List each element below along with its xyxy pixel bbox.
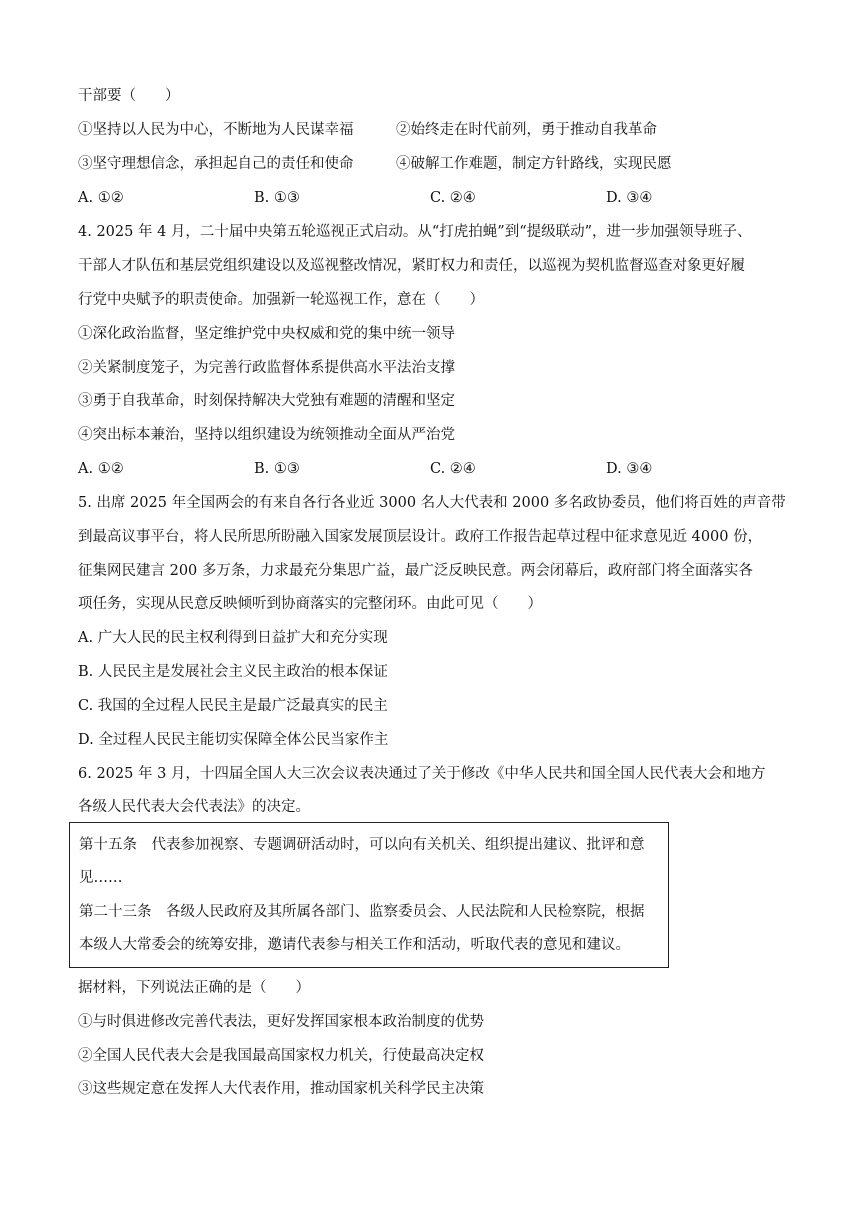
q6-material-box <box>69 822 669 968</box>
q5-option-d: D. 全过程人民民主能切实保障全体公民当家作主 <box>78 732 389 748</box>
q3-item-4: ④破解工作难题，制定方针路线，实现民愿 <box>396 156 672 172</box>
q4-stem-line-2: 干部人才队伍和基层党组织建设以及巡视整改情况，紧盯权力和责任，以巡视为契机监督巡查对象更好履 <box>78 258 745 274</box>
q6-material-line-3: 第二十三条 各级人民政府及其所属各部门、监察委员会、人民法院和人民检察院，根据 <box>79 904 645 920</box>
q5-option-b: B. 人民民主是发展社会主义民主政治的根本保证 <box>78 664 388 680</box>
q4-option-d: D. ③④ <box>606 461 653 477</box>
q6-material-line-1: 第十五条 代表参加视察、专题调研活动时，可以向有关机关、组织提出建议、批评和意 <box>79 837 645 853</box>
q5-stem-line-1: 5. 出席 2025 年全国两会的有来自各行各业近 3000 名人大代表和 2000 多名政协委员，他们将百姓的声音带 <box>78 495 786 511</box>
q5-stem-line-2: 到最高议事平台，将人民所思所盼融入国家发展顶层设计。政府工作报告起草过程中征求意见近 4000 份， <box>78 529 763 545</box>
q6-prompt: 据材料，下列说法正确的是（ ） <box>78 980 310 996</box>
q4-item-4: ④突出标本兼治，坚持以组织建设为统领推动全面从严治党 <box>78 427 455 443</box>
q6-material-line-2: 见…… <box>79 870 123 886</box>
q4-item-1: ①深化政治监督，坚定维护党中央权威和党的集中统一领导 <box>78 326 455 342</box>
q3-option-c: C. ②④ <box>430 190 476 206</box>
q6-stem-line-2: 各级人民代表大会代表法》的决定。 <box>78 799 310 815</box>
q5-option-c: C. 我国的全过程人民民主是最广泛最真实的民主 <box>78 698 388 714</box>
q6-material-line-4: 本级人大常委会的统筹安排，邀请代表参与相关工作和活动，听取代表的意见和建议。 <box>79 937 630 953</box>
q5-stem-line-4: 项任务，实现从民意反映倾听到协商落实的完整闭环。由此可见（ ） <box>78 596 542 612</box>
q4-stem-line-1: 4. 2025 年 4 月，二十届中央第五轮巡视正式启动。从“打虎拍蝇”到“提级联动”，进一步加强领导班子、 <box>78 224 752 240</box>
q3-item-3: ③坚守理想信念，承担起自己的责任和使命 <box>78 156 354 172</box>
q3-stem-tail: 干部要（ ） <box>78 88 180 104</box>
q4-item-3: ③勇于自我革命，时刻保持解决大党独有难题的清醒和坚定 <box>78 393 455 409</box>
q4-item-2: ②关紧制度笼子，为完善行政监督体系提供高水平法治支撑 <box>78 360 455 376</box>
q4-option-a: A. ①② <box>78 461 124 477</box>
q3-item-2: ②始终走在时代前列，勇于推动自我革命 <box>396 122 657 138</box>
q4-option-c: C. ②④ <box>430 461 476 477</box>
q3-option-b: B. ①③ <box>254 190 300 206</box>
q5-stem-line-3: 征集网民建言 200 多万条，力求最充分集思广益，最广泛反映民意。两会闭幕后，政府部门将全面落实各 <box>78 563 753 579</box>
q4-stem-line-3: 行党中央赋予的职责使命。加强新一轮巡视工作，意在（ ） <box>78 292 484 308</box>
q6-stem-line-1: 6. 2025 年 3 月，十四届全国人大三次会议表决通过了关于修改《中华人民共和国全国人民代表大会和地方 <box>78 766 766 782</box>
q6-item-3: ③这些规定意在发挥人大代表作用，推动国家机关科学民主决策 <box>78 1081 484 1097</box>
q4-option-b: B. ①③ <box>254 461 300 477</box>
q3-option-d: D. ③④ <box>606 190 653 206</box>
q5-option-a: A. 广大人民的民主权利得到日益扩大和充分实现 <box>78 630 388 646</box>
q6-item-2: ②全国人民代表大会是我国最高国家权力机关，行使最高决定权 <box>78 1048 484 1064</box>
q6-item-1: ①与时俱进修改完善代表法，更好发挥国家根本政治制度的优势 <box>78 1014 484 1030</box>
q3-item-1: ①坚持以人民为中心，不断地为人民谋幸福 <box>78 122 354 138</box>
q3-option-a: A. ①② <box>78 190 124 206</box>
